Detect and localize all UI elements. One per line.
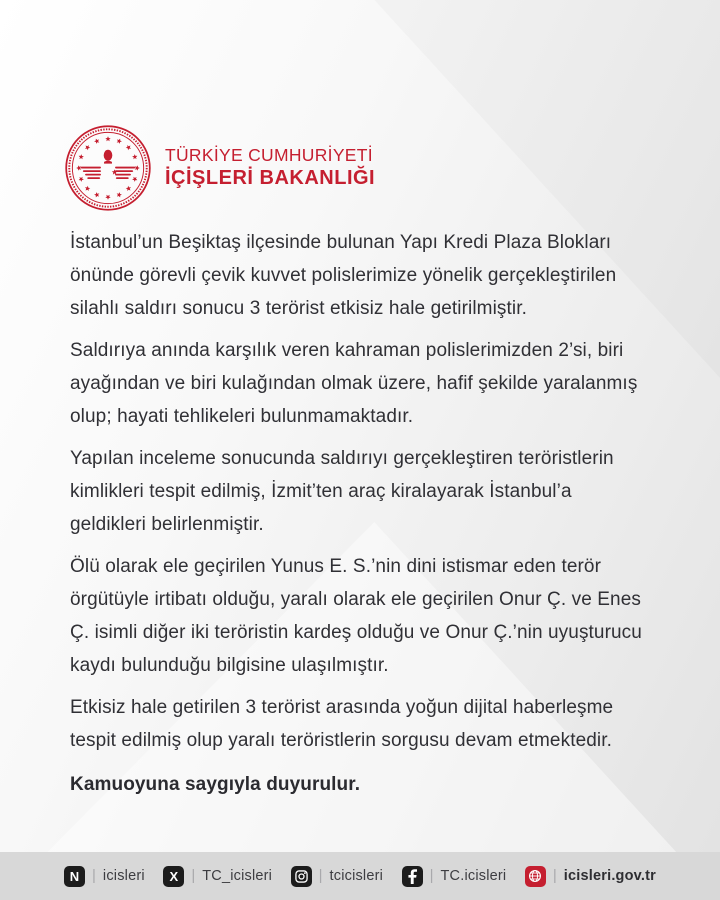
website-handle: icisleri.gov.tr — [563, 868, 656, 884]
separator: | — [318, 866, 323, 884]
ministry-seal-icon — [64, 124, 152, 212]
footer-item-website — [525, 866, 656, 887]
instagram-handle: tcicisleri — [329, 868, 384, 884]
ministry-name — [165, 145, 375, 191]
facebook-icon — [402, 866, 423, 887]
body-paragraph: Saldırıya anında karşılık veren kahraman polislerimizden 2’si, biri ayağından ve biri kulağından olmak üzere, hafif şekilde yaralanmış olup; hayati tehlikeleri bulunmamaktadır. — [70, 340, 638, 427]
body-paragraph: İstanbul’un Beşiktaş ilçesinde bulunan Yapı Kredi Plaza Blokları önünde görevli çevik kuvvet polislerimize yönelik gerçekleştirilen silahlı saldırı sonucu 3 terörist etkisiz hale getirilmiştir. — [70, 232, 617, 319]
footer-item-nsosyal — [64, 866, 145, 887]
ministry-logo — [64, 124, 375, 212]
separator: | — [92, 866, 96, 884]
facebook-handle: TC.icisleri — [440, 868, 507, 884]
announcement-body — [70, 226, 652, 810]
body-paragraph: Yapılan inceleme sonucunda saldırıyı gerçekleştiren teröristlerin kimlikleri tespit edilmiş, İzmit’ten araç kiralayarak İstanbul’a geldikleri belirlenmiştir. — [70, 448, 614, 535]
instagram-icon — [291, 866, 312, 887]
social-footer — [0, 852, 720, 900]
footer-item-x — [163, 866, 272, 887]
separator: | — [191, 866, 196, 884]
footer-item-facebook — [402, 866, 507, 887]
x-handle: TC_icisleri — [202, 868, 273, 884]
nsosyal-icon: N — [64, 866, 85, 887]
closing-line: Kamuoyuna saygıyla duyurulur. — [70, 774, 361, 795]
org-line2: İÇİŞLERİ BAKANLIĞI — [165, 167, 376, 189]
org-line1: TÜRKİYE CUMHURİYETİ — [165, 145, 373, 165]
globe-icon — [525, 866, 546, 887]
body-paragraph: Etkisiz hale getirilen 3 terörist arasında yoğun dijital haberleşme tespit edilmiş olup yaralı teröristlerin sorgusu devam etmektedir. — [70, 697, 614, 751]
separator: | — [552, 866, 557, 884]
x-icon: X — [163, 866, 184, 887]
nsosyal-handle: icisleri — [102, 868, 145, 884]
footer-item-instagram — [291, 866, 383, 887]
separator: | — [429, 866, 434, 884]
body-paragraph: Ölü olarak ele geçirilen Yunus E. S.’nin dini istismar eden terör örgütüyle irtibatı olduğu, yaralı olarak ele geçirilen Onur Ç. ve Enes Ç. isimli diğer iki teröristin kardeş olduğu ve Onur Ç.’nin uyuşturucu kaydı bulunduğu bilgisine ulaşılmıştır. — [70, 556, 642, 676]
